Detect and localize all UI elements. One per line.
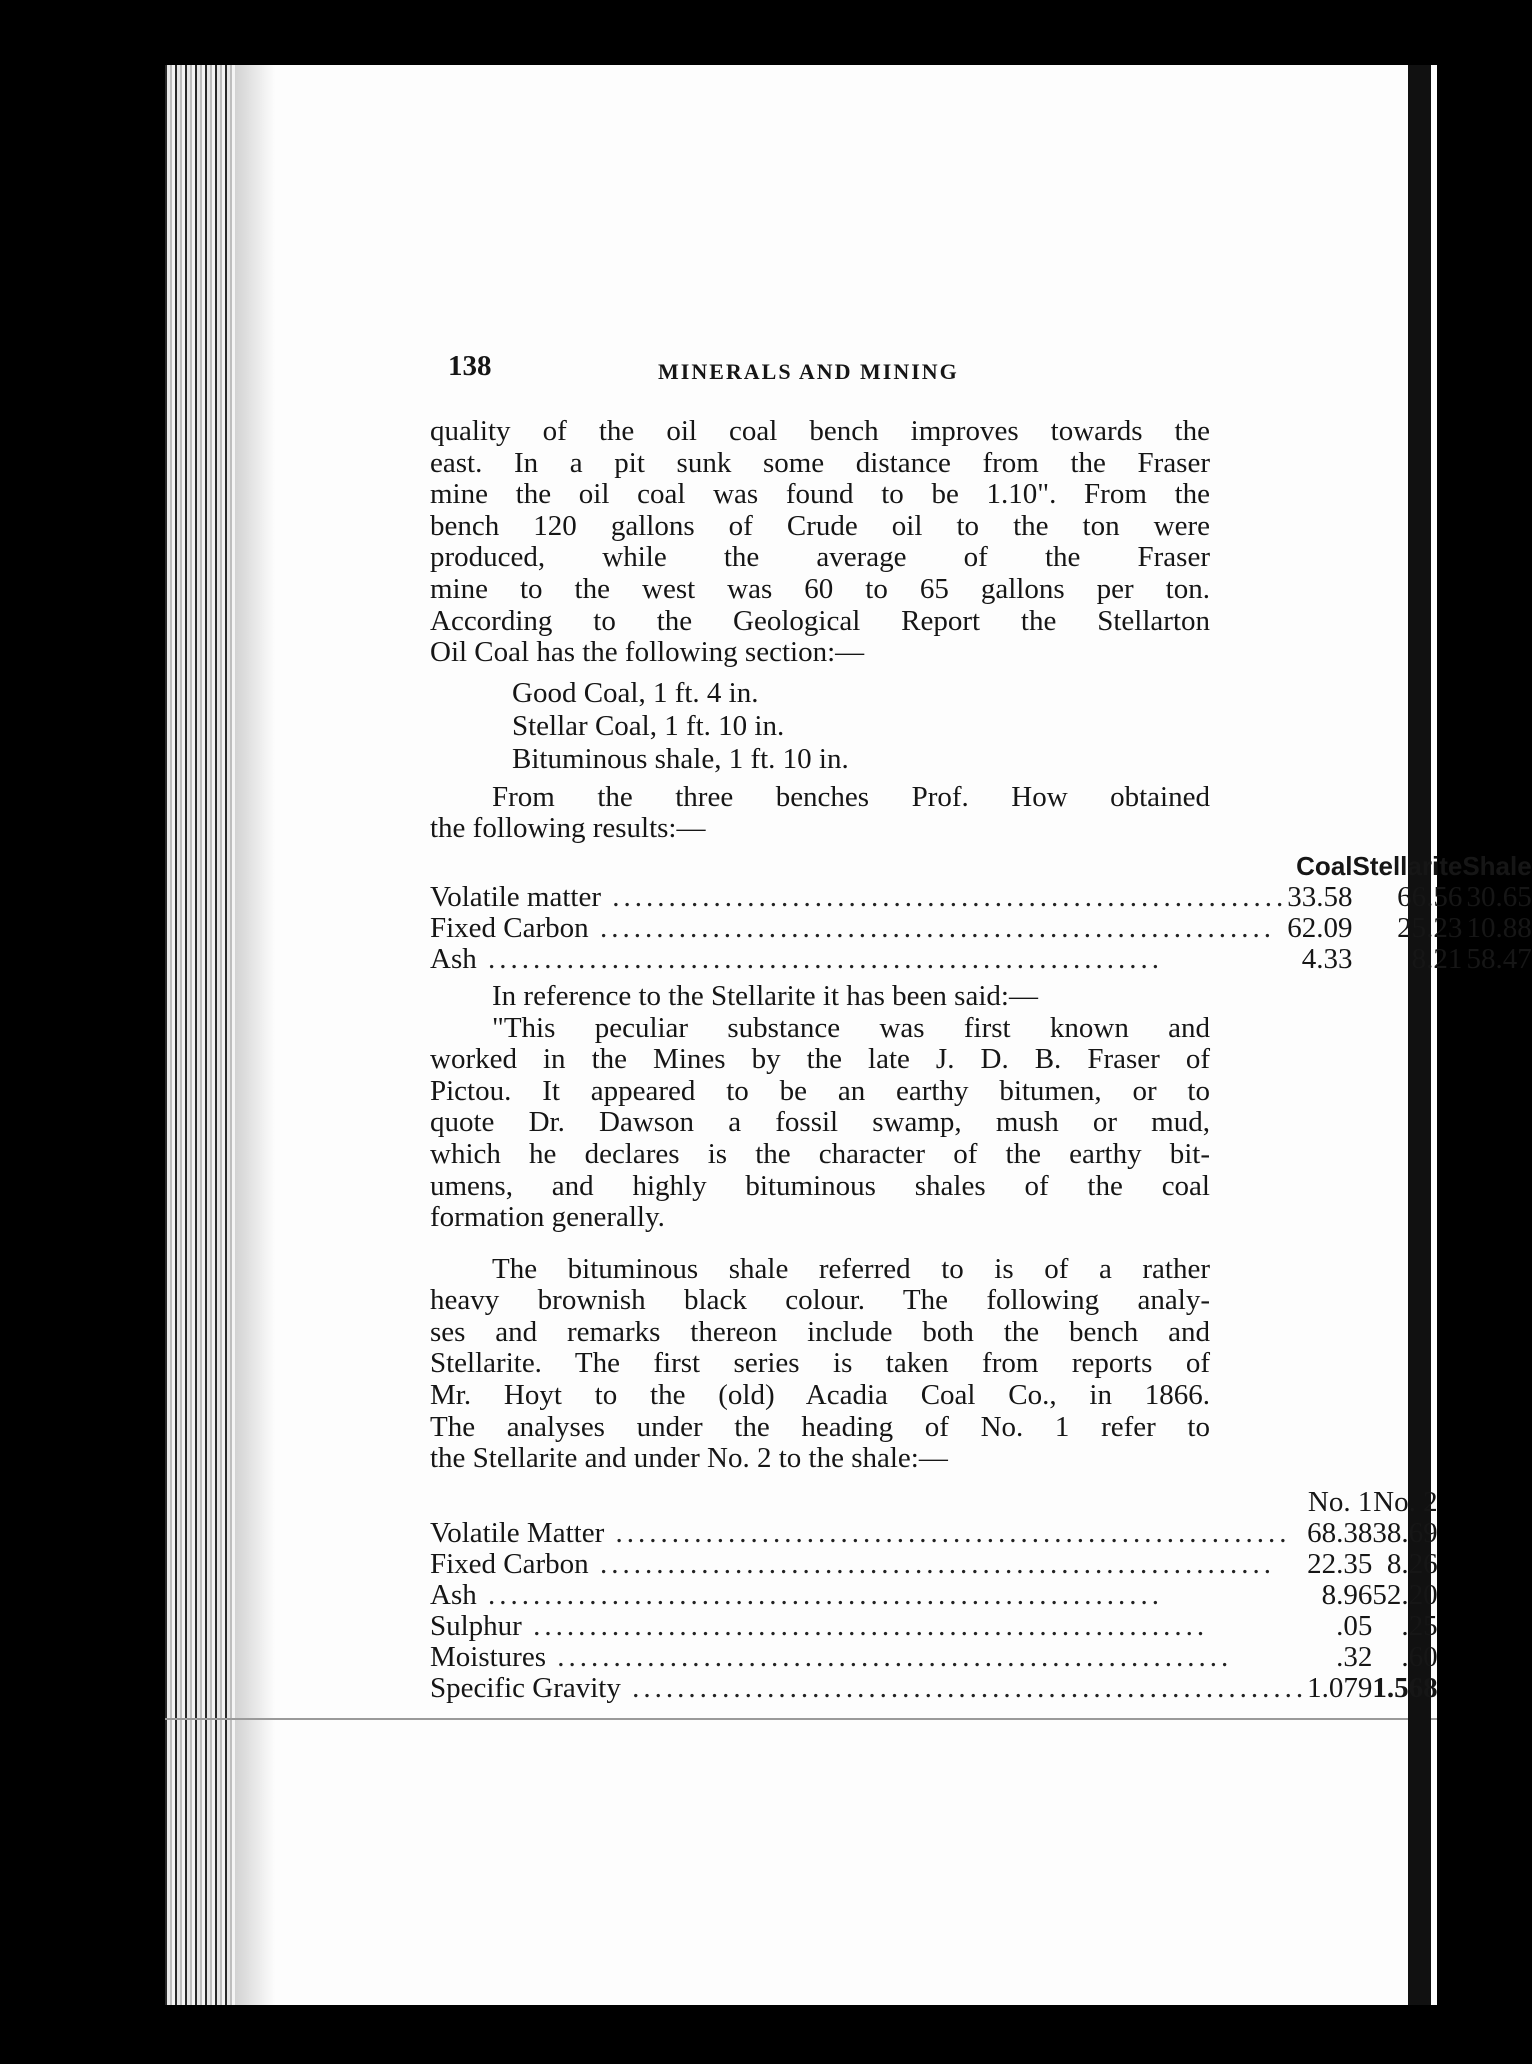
scan-border	[1408, 65, 1431, 2005]
text-line: "This peculiar substance was first known and	[492, 1011, 1210, 1044]
paragraph-results-intro	[430, 782, 1210, 845]
dot-leader: ............................................................	[546, 1640, 1233, 1673]
text-line: the Stellarite and under No. 2 to the shale:—	[430, 1442, 948, 1475]
text-line: From the three benches Prof. How obtained	[492, 780, 1210, 813]
table-cell: 8.21	[1411, 942, 1463, 975]
text-line: bench 120 gallons of Crude oil to the ton were	[430, 509, 1210, 542]
text-line: quote Dr. Dawson a fossil swamp, mush or mud,	[430, 1106, 1210, 1139]
table-cell: 52.20	[1372, 1578, 1438, 1611]
section-list	[430, 677, 1210, 776]
row-label: Fixed Carbon	[430, 1547, 589, 1580]
table-row	[430, 1611, 1438, 1642]
table-cell: 8.96	[1321, 1578, 1373, 1611]
dot-leader: ............................................................	[476, 1578, 1163, 1611]
table-cell: 1.568	[1372, 1671, 1438, 1704]
text-line: ses and remarks thereon include both the bench and	[430, 1315, 1210, 1348]
page-text	[430, 350, 1532, 1704]
text-line: According to the Geological Report the Stellarton	[430, 604, 1210, 637]
text-line: Stellarite. The first series is taken from reports of	[430, 1347, 1210, 1380]
table1-header-stellarite: Stellarite	[1352, 850, 1463, 881]
dot-leader: ............................................................	[620, 1671, 1308, 1704]
text-line: quality of the oil coal bench improves towards the	[430, 415, 1210, 447]
analysis-table-how	[430, 851, 1532, 975]
paragraph-bituminous-shale	[430, 1254, 1210, 1475]
table-cell: 68.38	[1307, 1516, 1373, 1549]
section-item: Stellar Coal, 1 ft. 10 in.	[512, 709, 785, 742]
dot-leader: ............................................................	[601, 880, 1288, 913]
text-line: worked in the Mines by the late J. D. B. Fraser of	[430, 1043, 1210, 1076]
table-cell: .60	[1401, 1640, 1438, 1673]
text-line: Mr. Hoyt to the (old) Acadia Coal Co., in 1866.	[430, 1379, 1210, 1412]
text-line: produced, while the average of the Fraser	[430, 541, 1210, 574]
section-item: Bituminous shale, 1 ft. 10 in.	[512, 742, 849, 775]
table2-header-no2: No. 2	[1373, 1485, 1438, 1518]
scan-fold-line	[165, 1718, 1437, 1720]
text-line: Oil Coal has the following section:—	[430, 636, 865, 669]
quote-stellarite	[430, 1013, 1210, 1234]
table-cell: .05	[1336, 1609, 1373, 1642]
text-line: mine to the west was 60 to 65 gallons per ton.	[430, 572, 1210, 605]
dot-leader: ............................................................	[476, 942, 1163, 975]
section-item: Good Coal, 1 ft. 4 in.	[512, 676, 759, 709]
row-label: Ash	[430, 942, 477, 975]
paragraph-oil-coal	[430, 416, 1210, 669]
text-line: In reference to the Stellarite it has been said:—	[492, 979, 1038, 1012]
text-line: mine the oil coal was found to be 1.10". From the	[430, 478, 1210, 511]
running-head	[430, 350, 1210, 394]
paragraph-stellarite-ref	[430, 981, 1210, 1013]
text-line: which he declares is the character of the earthy bit-	[430, 1137, 1210, 1170]
row-label: Volatile matter	[430, 880, 601, 913]
text-line: heavy brownish black colour. The following analy-	[430, 1284, 1210, 1317]
table-row	[430, 1642, 1438, 1673]
table2-header-no1: No. 1	[1307, 1485, 1373, 1518]
dot-leader: ............................................................	[588, 1547, 1275, 1580]
table-row	[430, 913, 1532, 944]
table-row	[430, 1549, 1438, 1580]
table-row	[430, 944, 1532, 975]
table-cell: .25	[1401, 1609, 1438, 1642]
table-cell: 33.58	[1287, 880, 1353, 913]
row-label: Volatile Matter	[430, 1516, 605, 1549]
dot-leader: ............................................................	[588, 911, 1275, 944]
text-line: The analyses under the heading of No. 1 refer to	[430, 1410, 1210, 1443]
table-cell: 22.35	[1307, 1547, 1373, 1580]
header-title: MINERALS AND MINING	[658, 359, 959, 384]
row-label: Fixed Carbon	[430, 911, 589, 944]
table-cell: 66.56	[1397, 880, 1463, 913]
page-edges	[165, 65, 235, 2005]
text-line: the following results:—	[430, 812, 706, 845]
row-label: Moistures	[430, 1640, 546, 1673]
gutter-shadow	[235, 65, 275, 2005]
table1-header-shale: Shale	[1462, 850, 1532, 881]
row-label: Sulphur	[430, 1609, 522, 1642]
text-line: The bituminous shale referred to is of a rather	[492, 1252, 1210, 1285]
table-cell: 38.69	[1372, 1516, 1438, 1549]
table-cell: 30.65	[1466, 880, 1532, 913]
text-line: east. In a pit sunk some distance from the Fraser	[430, 446, 1210, 479]
table-cell: 58.47	[1466, 942, 1532, 975]
table-row	[430, 1580, 1438, 1611]
row-label: Ash	[430, 1578, 477, 1611]
analysis-table-hoyt	[430, 1487, 1438, 1704]
page-number: 138	[448, 350, 492, 382]
dot-leader: ............................................................	[521, 1609, 1209, 1642]
table-cell: 8.26	[1386, 1547, 1438, 1580]
table-cell: 25.23	[1397, 911, 1463, 944]
text-line: formation generally.	[430, 1201, 665, 1234]
row-label: Specific Gravity	[430, 1671, 621, 1704]
table-cell: 62.09	[1287, 911, 1353, 944]
table-cell: 10.88	[1466, 911, 1532, 944]
table-row	[430, 1518, 1438, 1549]
dot-leader: ............................................................	[604, 1516, 1291, 1549]
table-cell: .32	[1336, 1640, 1373, 1673]
table1-header-coal: Coal	[1296, 850, 1353, 881]
text-line: Pictou. It appeared to be an earthy bitumen, or to	[430, 1074, 1210, 1107]
table-cell: 4.33	[1301, 942, 1353, 975]
text-line: umens, and highly bituminous shales of the coal	[430, 1169, 1210, 1202]
table-row	[430, 882, 1532, 913]
table-cell: 1.079	[1307, 1671, 1373, 1704]
table-row	[430, 1673, 1438, 1704]
